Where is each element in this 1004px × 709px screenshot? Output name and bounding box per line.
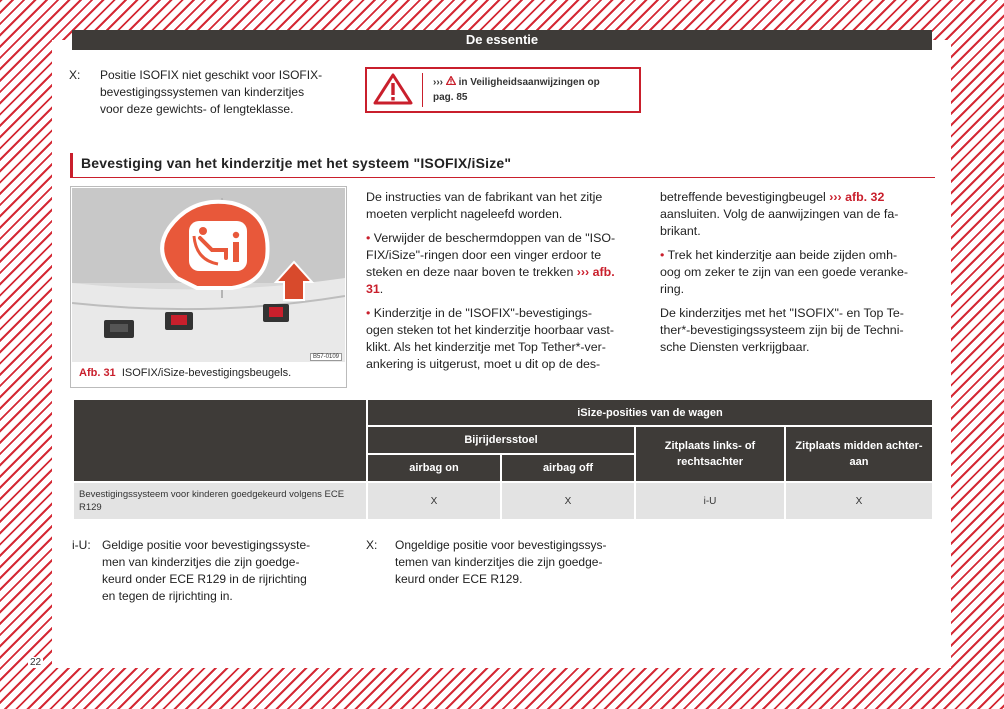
legend-key: X: <box>366 538 378 552</box>
warning-text <box>433 75 633 105</box>
text-column-1 <box>366 189 636 380</box>
table-cell: X <box>501 482 635 520</box>
section-heading <box>70 153 935 178</box>
text-line: oog om zeker te zijn van een goede veranke- <box>660 265 908 279</box>
figure-link[interactable]: 31 <box>366 282 380 296</box>
text-line: ring. <box>660 282 685 296</box>
top-note-line: voor deze gewichts- of lengteklasse. <box>100 102 294 116</box>
figure-ref-code: B57-0109 <box>310 353 342 361</box>
bullet-paragraph: • Verwijder de beschermdoppen van de "ISO- FIX/iSize"-ringen door een vinger erdoor te steken en deze naar boven te trekken ››› afb. 31. <box>366 231 616 296</box>
text-column-2 <box>660 189 935 363</box>
figure-caption-text: ISOFIX/iSize-bevestigingsbeugels. <box>121 367 292 379</box>
legend-key: i-U: <box>72 538 91 552</box>
text-line: FIX/iSize"-ringen door een vinger erdoor te <box>366 248 602 262</box>
text-line: betreffende bevestigingbeugel <box>660 190 826 204</box>
legend-text <box>395 537 645 588</box>
arrow-icon: ››› <box>433 77 443 88</box>
table-cell: i-U <box>635 482 785 520</box>
table-cell: X <box>785 482 933 520</box>
table-header-airbag-off: airbag off <box>501 454 635 482</box>
bullet-paragraph <box>366 305 636 373</box>
figure-link[interactable]: ››› afb. 32 <box>829 190 885 204</box>
text-line: Trek het kinderzitje aan beide zijden omh- <box>667 248 898 262</box>
bullet-icon: • <box>366 231 371 245</box>
safety-warning-box[interactable] <box>365 67 641 113</box>
table-row-label: Bevestigingssysteem voor kinderen goedgekeurd volgens ECE R129 <box>73 482 367 520</box>
paragraph <box>366 189 636 223</box>
table-corner-header <box>73 399 367 482</box>
top-note-key: X: <box>69 68 81 82</box>
bullet-paragraph <box>660 247 935 298</box>
table-header-airbag-on: airbag on <box>367 454 501 482</box>
legend-line: men van kinderzitjes die zijn goedge- <box>102 555 300 569</box>
bullet-icon: • <box>660 248 665 262</box>
figure-isofix <box>70 186 347 388</box>
legend-line: temen van kinderzitjes die zijn goedge- <box>395 555 603 569</box>
legend-line: keurd onder ECE R129. <box>395 572 523 586</box>
paragraph <box>660 305 935 356</box>
text-line: aansluiten. Volg de aanwijzingen van de fa- <box>660 207 899 221</box>
table-header-links: Zitplaats links- of rechtsachter <box>635 426 785 482</box>
table-header-bijrijder: Bijrijdersstoel <box>367 426 635 454</box>
warning-triangle-icon <box>373 73 413 105</box>
isize-positions-table <box>72 398 934 521</box>
text-line: Verwijder de beschermdoppen van de "ISO- <box>373 231 616 245</box>
small-warning-icon <box>446 76 456 85</box>
figure-link[interactable]: ››› afb. <box>576 265 615 279</box>
legend-text <box>102 537 352 605</box>
text-line: ankering is uitgerust, moet u dit op de des- <box>366 357 601 371</box>
top-note-text <box>100 67 360 118</box>
bullet-icon: • <box>366 306 371 320</box>
warning-page-ref[interactable]: pag. 85 <box>433 92 468 103</box>
isofix-illustration <box>72 188 345 362</box>
section-title: Bevestiging van het kinderzitje met het systeem "ISOFIX/iSize" <box>81 155 512 171</box>
text-line: ther*-bevestigingssysteem zijn bij de Techni- <box>660 323 904 337</box>
table-group-header: iSize-posities van de wagen <box>367 399 933 426</box>
figure-label: Afb. 31 <box>79 367 116 379</box>
warning-link-text[interactable]: in Veiligheidsaanwijzingen op <box>458 77 600 88</box>
top-note-line: bevestigingssystemen van kinderzitjes <box>100 85 305 99</box>
text-line: De kinderzitjes met het "ISOFIX"- en Top Te- <box>660 306 904 320</box>
legend-line: Geldige positie voor bevestigingssyste- <box>102 538 311 552</box>
text-line: steken en deze naar boven te trekken <box>366 265 574 279</box>
figure-caption <box>79 367 291 379</box>
legend-line: Ongeldige positie voor bevestigingssys- <box>395 538 607 552</box>
top-note-line: Positie ISOFIX niet geschikt voor ISOFIX- <box>100 68 323 82</box>
warning-divider <box>422 73 423 107</box>
table-row <box>73 482 933 520</box>
manual-page <box>52 32 951 668</box>
seat-illustration <box>72 188 345 362</box>
text-line: moeten verplicht nageleefd worden. <box>366 207 563 221</box>
text-line: Kinderzitje in de "ISOFIX"-bevestigings- <box>373 306 592 320</box>
text-line: ogen steken tot het kinderzitje hoorbaar vast- <box>366 323 614 337</box>
text-line: klikt. Als het kinderzitje met Top Tether*-ver- <box>366 340 606 354</box>
text-line: brikant. <box>660 224 701 238</box>
legend-line: keurd onder ECE R129 in de rijrichting <box>102 572 307 586</box>
paragraph <box>660 189 935 240</box>
text-line: sche Diensten verkrijgbaar. <box>660 340 810 354</box>
table-cell: X <box>367 482 501 520</box>
text-line: De instructies van de fabrikant van het zitje <box>366 190 603 204</box>
page-header: De essentie <box>72 30 932 50</box>
table-header-midden: Zitplaats midden achter-aan <box>785 426 933 482</box>
legend-line: en tegen de rijrichting in. <box>102 589 233 603</box>
page-number: 22 <box>30 657 42 668</box>
